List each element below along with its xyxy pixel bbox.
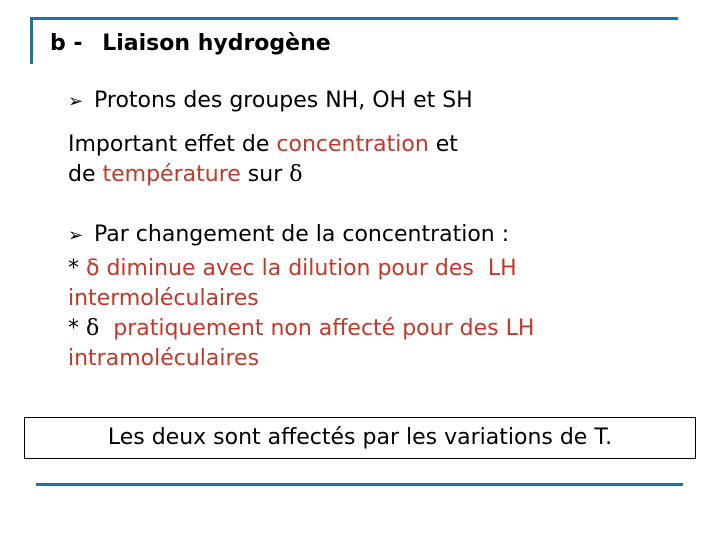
slide-title — [50, 31, 331, 56]
conclusion-text: Les deux sont affectés par les variations de T. — [107, 425, 613, 450]
item1-star: * — [68, 256, 79, 281]
arrowhead-right-icon: ➢ — [68, 91, 84, 112]
para-line1-start: Important effet de — [68, 132, 277, 157]
para-concentration-highlight: concentration — [276, 132, 429, 157]
bullet-concentration-text: Par changement de la concentration : — [94, 222, 510, 247]
list-items — [68, 254, 534, 374]
bullet-concentration — [68, 222, 509, 247]
item2-delta-symbol: δ — [86, 316, 100, 341]
para-line2-start: de — [68, 162, 103, 187]
para-line1-end: et — [428, 132, 458, 157]
item2-star: * — [68, 316, 79, 341]
frame-top-rule — [30, 17, 678, 20]
item2-line1: pratiquement non affecté pour des LH — [99, 316, 535, 341]
item2-line2: intramoléculaires — [68, 346, 260, 371]
bullet-protons — [68, 88, 473, 113]
title-prefix: b - — [50, 31, 83, 56]
paragraph-effect — [68, 130, 458, 190]
delta-symbol: δ — [289, 162, 303, 187]
item1-line2: intermoléculaires — [68, 286, 259, 311]
bottom-rule — [36, 483, 683, 486]
para-line2-mid: sur — [240, 162, 290, 187]
para-temperature-highlight: température — [102, 162, 241, 187]
arrowhead-right-icon: ➢ — [68, 225, 84, 246]
bullet-protons-text: Protons des groupes NH, OH et SH — [94, 88, 473, 113]
frame-left-rule — [30, 17, 33, 64]
item1-line1: δ diminue avec la dilution pour des LH — [86, 256, 517, 281]
conclusion-box — [24, 417, 696, 459]
title-text: Liaison hydrogène — [102, 31, 331, 56]
